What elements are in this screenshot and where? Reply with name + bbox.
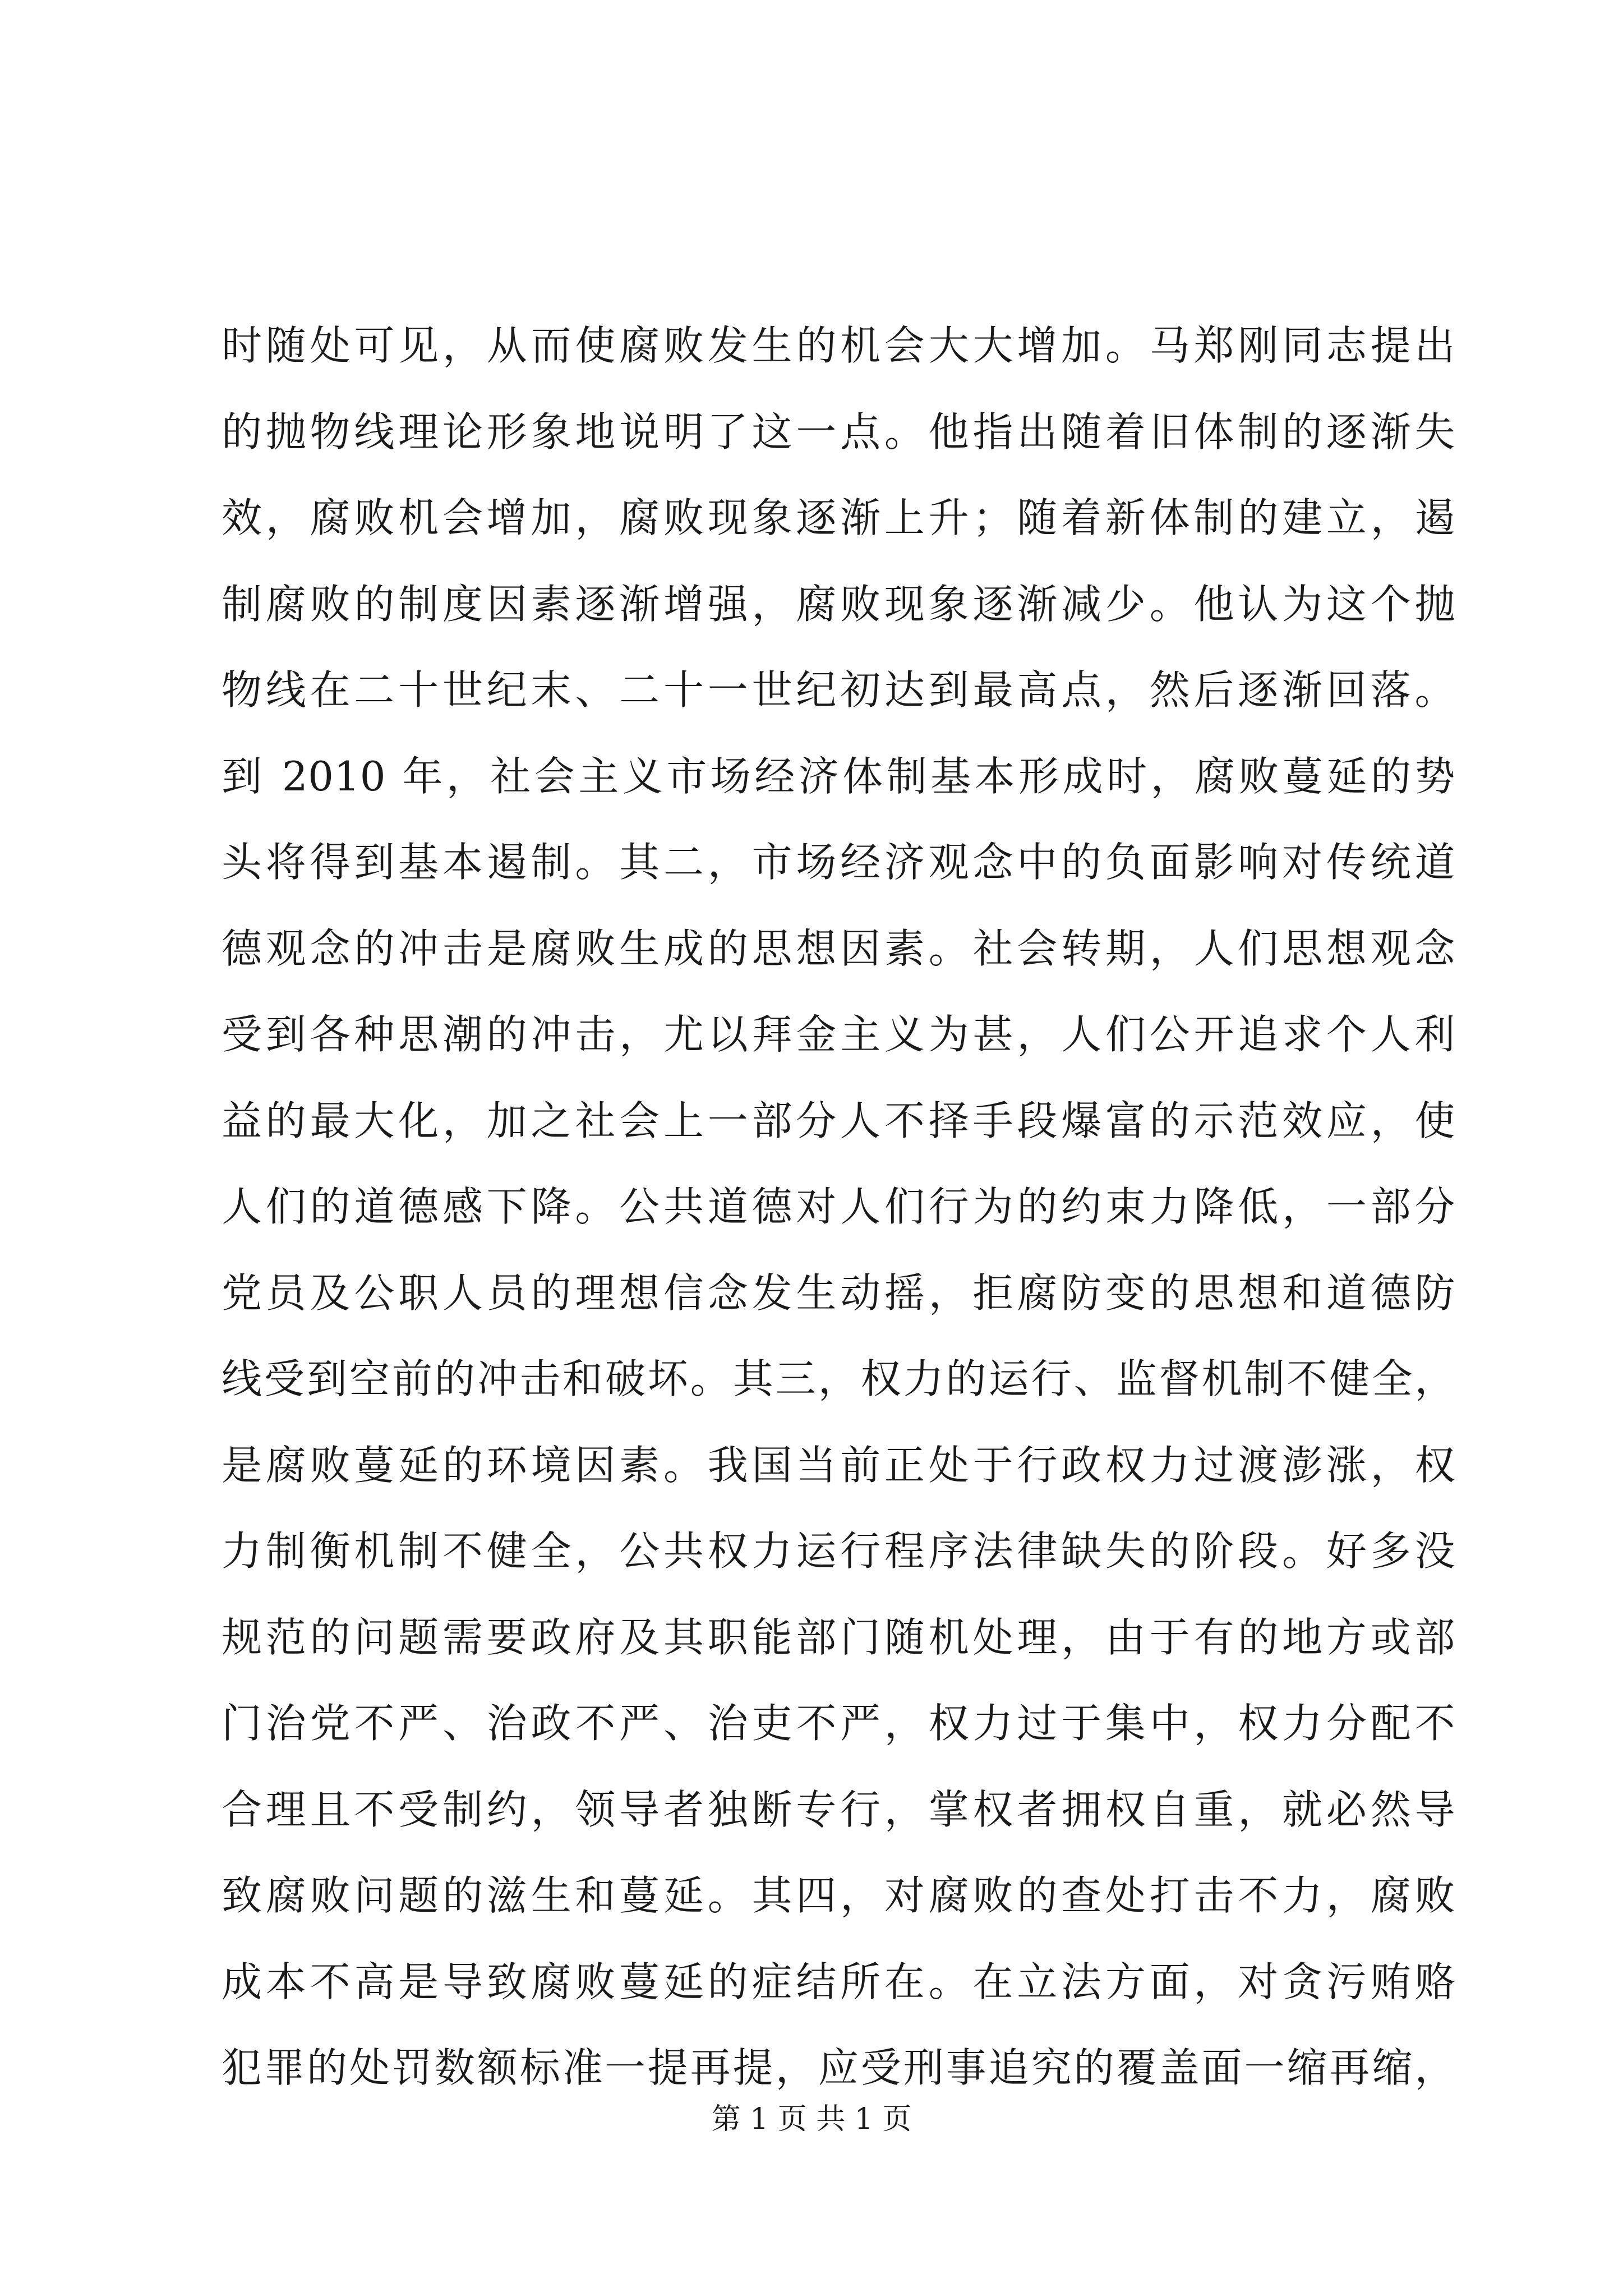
text-line: 是腐败蔓延的环境因素。我国当前正处于行政权力过渡澎涨，权 bbox=[222, 1441, 1455, 1489]
page-footer: 第 1 页 共 1 页 bbox=[711, 2102, 912, 2136]
text-line: 规范的问题需要政府及其职能部门随机处理，由于有的地方或部 bbox=[222, 1613, 1455, 1661]
text-line: 效，腐败机会增加，腐败现象逐渐上升；随着新体制的建立，遏 bbox=[222, 494, 1455, 541]
text-line: 制腐败的制度因素逐渐增强，腐败现象逐渐减少。他认为这个抛 bbox=[222, 580, 1455, 628]
text-line: 线受到空前的冲击和破坏。其三，权力的运行、监督机制不健全， bbox=[222, 1355, 1455, 1402]
text-line: 犯罪的处罚数额标准一提再提，应受刑事追究的覆盖面一缩再缩， bbox=[222, 2044, 1455, 2091]
text-line: 致腐败问题的滋生和蔓延。其四，对腐败的查处打击不力，腐败 bbox=[222, 1872, 1455, 1919]
text-line: 物线在二十世纪末、二十一世纪初达到最高点，然后逐渐回落。 bbox=[222, 666, 1455, 714]
text-line: 受到各种思潮的冲击，尤以拜金主义为甚，人们公开追求个人利 bbox=[222, 1011, 1455, 1058]
text-line: 益的最大化，加之社会上一部分人不择手段爆富的示范效应，使 bbox=[222, 1097, 1455, 1144]
text-line: 门治党不严、治政不严、治吏不严，权力过于集中，权力分配不 bbox=[222, 1700, 1455, 1747]
text-line: 德观念的冲击是腐败生成的思想因素。社会转期，人们思想观念 bbox=[222, 924, 1455, 972]
body-paragraph bbox=[222, 303, 1455, 2111]
text-line: 力制衡机制不健全，公共权力运行程序法律缺失的阶段。好多没 bbox=[222, 1527, 1455, 1575]
text-line: 的抛物线理论形象地说明了这一点。他指出随着旧体制的逐渐失 bbox=[222, 408, 1455, 455]
text-line: 人们的道德感下降。公共道德对人们行为的约束力降低，一部分 bbox=[222, 1183, 1455, 1230]
text-line: 到 2010 年，社会主义市场经济体制基本形成时，腐败蔓延的势 bbox=[222, 752, 1455, 800]
text-line: 头将得到基本遏制。其二，市场经济观念中的负面影响对传统道 bbox=[222, 839, 1455, 886]
text-line: 党员及公职人员的理想信念发生动摇，拒腐防变的思想和道德防 bbox=[222, 1269, 1455, 1317]
text-line: 成本不高是导致腐败蔓延的症结所在。在立法方面，对贪污贿赂 bbox=[222, 1958, 1455, 2005]
text-line: 时随处可见，从而使腐败发生的机会大大增加。马郑刚同志提出 bbox=[222, 322, 1455, 369]
text-line: 合理且不受制约，领导者独断专行，掌权者拥权自重，就必然导 bbox=[222, 1786, 1455, 1833]
